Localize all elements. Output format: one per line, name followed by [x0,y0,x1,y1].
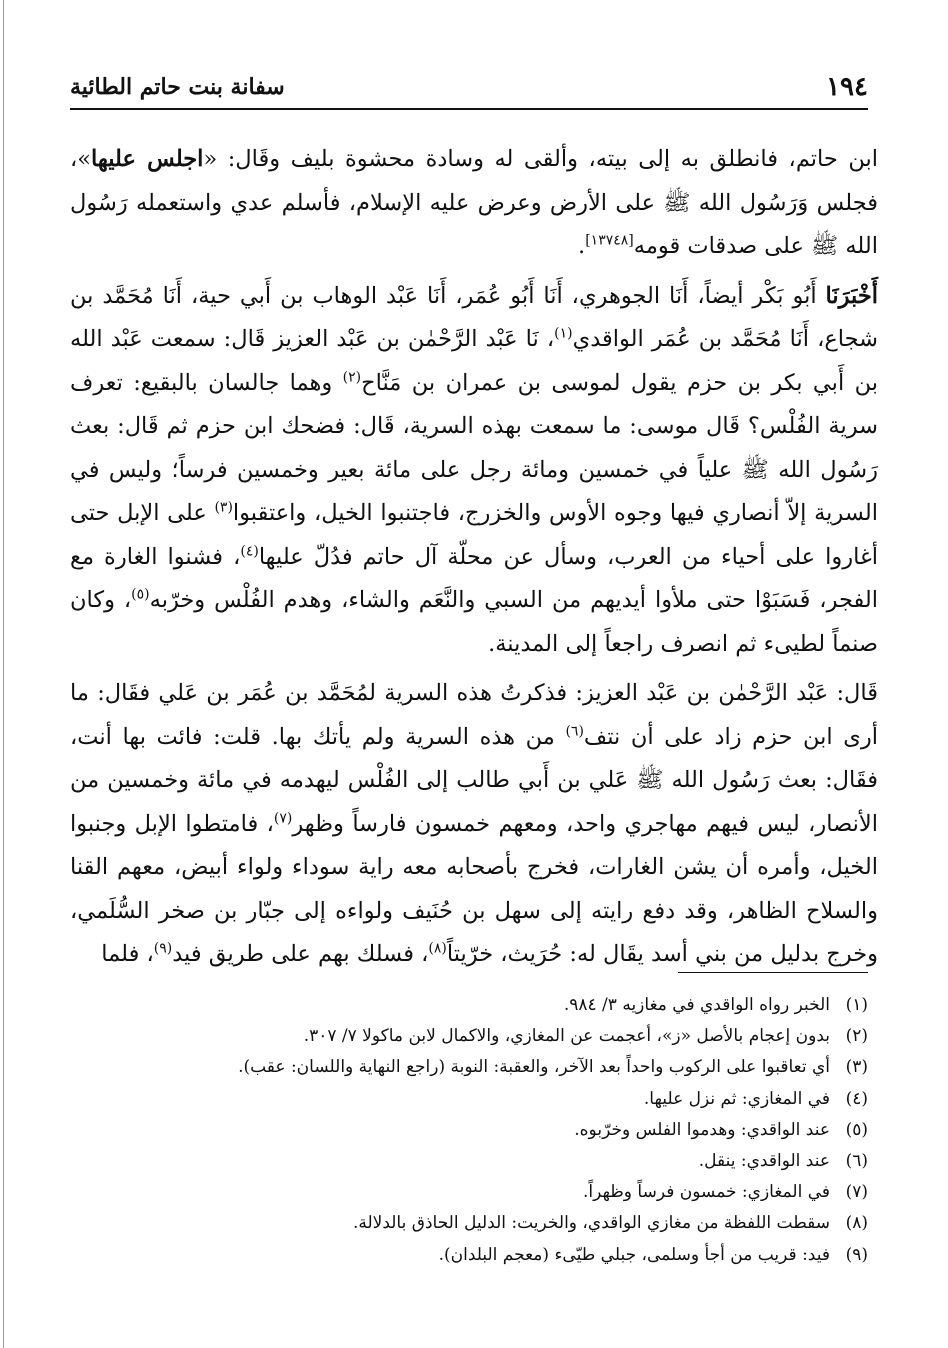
footnote-number: (٧) [845,1182,868,1203]
footnote-text: عند الواقدي: وهدموا الفلس وخرّبوه. [574,1119,830,1140]
paragraph-text: ، فامتطوا الإبل وجنبوا الخيل، وأمره أن يشن الغارات، فخرج بأصحابه معه راية سوداء ولواء أبيض، معهم القنا والسلاح الظاهر، وقد دفع رايته إلى سهل بن حُنَيف ولواءه إلى جبّار بن صخر السُّلَمي، وخرج بدليل من بني أسد يقَال له: حُرَيث، خرّيتاً [70,810,878,967]
paragraph [70,275,878,667]
footnote-text: الخبر رواه الواقدي في مغازيه ٣/ ٩٨٤. [563,995,830,1015]
footnote-number: (٩) [845,1244,868,1265]
footnote-text: سقطت اللفظة من مغازي الواقدي، والخريت: الدليل الحاذق بالدلالة. [352,1213,830,1234]
footnote-item [80,1052,868,1083]
footnote-number: (٦) [845,1151,868,1172]
footnote-item [80,1115,868,1146]
page-header [70,70,868,110]
footnote-text: عند الواقدي: ينقل. [698,1151,830,1172]
footnote-text: أي تعاقبوا على الركوب واحداً بعد الآخر، والعقبة: النوبة (راجع النهاية واللسان: عقب). [238,1057,830,1078]
footnote-text: فيد: قريب من أجأ وسلمى، جبلي طيّىء (معجم البلدان). [438,1244,830,1265]
paragraph [70,672,878,977]
main-text [70,138,878,977]
paragraph-text: ، وكان صنماً لطيىء ثم انصرف راجعاً إلى المدينة. [70,587,878,657]
footnote-marker: (١) [554,325,573,342]
paragraph-text: أَبُو بَكْر أيضاً، أَنَا الجوهري، أَنَا أَبُو عُمَر، أَنَا عَبْد الوهاب بن أَبي حية، أَنَا مُحَمَّد بن شجاع، أَنَا مُحَمَّد بن عُمَر الواقدي [70,282,878,352]
footnote-item [80,1208,868,1239]
footnote-item [80,1240,868,1271]
footnote-number: (٢) [845,1026,868,1047]
paragraph-text: قَال: عَبْد الرَّحْمٰن بن عَبْد العزيز: فذكرتُ هذه السرية لمُحَمَّد بن عُمَر بن عَلي فقَال: ما أرى ابن حزم زاد على أن نتف [70,680,879,750]
footnote-number: (٥) [845,1119,868,1140]
footnote-marker: (٤) [240,543,259,559]
paragraph-text: . [578,233,586,259]
footnote-marker: (٥) [131,586,150,603]
paragraph-text: ، فشنوا الغارة مع الفجر، فَسَبَوْا حتى ملأوا أيديهم من السبي والنَّعَم والشاء، وهدم الفُلْس وخرّبه [70,543,878,613]
footnote-marker: (٨) [428,940,447,957]
paragraph-text: ، نَا عَبْد الرَّحْمٰن بن عَبْد العزيز قَال: سمعت عَبْد الله بن أَبي بكر بن حزم يقول لموسى بن عمران بن مَنَّاح [70,326,878,396]
bold-text: اجلس عليها [91,146,204,172]
footnote-marker: (٢) [342,369,362,385]
running-title: سفانة بنت حاتم الطائية [70,74,285,100]
footnote-marker: [١٣٧٤٨] [585,232,634,249]
footnote-number: (٤) [845,1088,868,1109]
footnotes-list [80,990,868,1271]
bold-text: أَخْبَرَنَا [825,282,878,309]
paragraph-text: على الإبل حتى أغاروا على أحياء من العرب، وسأل عن محلّة آل حاتم فدُلّ عليها [70,500,878,570]
footnote-item [80,990,868,1021]
footnote-item [80,1021,868,1052]
paragraph-text: ، فسلك بهم على طريق فيد [172,941,429,967]
footnote-marker: (٧) [273,810,293,826]
page-edge-line [3,0,4,1348]
footnote-text: في المغازي: خمسون فرساً وظهراً. [582,1182,830,1203]
paragraph-text: ابن حاتم، فانطلق به إلى بيته، وألقى له وسادة محشوة بليف وقَال: « [203,146,878,172]
footnote-item [80,1084,868,1115]
page-number: ١٩٤ [826,72,868,102]
footnote-item [80,1146,868,1177]
footnote-number: (٨) [845,1213,868,1234]
footnote-item [80,1177,868,1208]
footnote-text: بدون إعجام بالأصل «ز»، أعجمت عن المغازي، والاكمال لابن ماكولا ٧/ ٣٠٧. [303,1026,830,1047]
paragraph [70,138,878,269]
footnote-number: (٣) [845,1057,868,1078]
paragraph-text: وهما جالسان بالبقيع: تعرف سرية الفُلْس؟ قَال موسى: ما سمعت بهذه السرية، قَال: فضحك ابن حزم ثم قَال: بعث رَسُول الله ﷺ علياً في خمسين ومائة رجل على مائة بعير وخمسين فرساً؛ وليس في السرية إلاّ أنصاري فيها وجوه الأوس والخزرج، فاجتنبوا الخيل، واعتقبوا [70,369,879,526]
paragraph-text: ، فلما [101,941,154,967]
paragraph-text: من هذه السرية ولم يأتك بها. قلت: فائت بها أنت، فقَال: بعث رَسُول الله ﷺ عَلي بن أَبي طالب إلى الفُلْس ليهدمه في مائة وخمسين من الأنصار، ليس فيهم مهاجري واحد، ومعهم خمسون فارساً وظهر [70,723,878,837]
footnote-marker: (٦) [565,723,584,739]
footnote-marker: (٩) [153,940,173,957]
footnote-marker: (٣) [214,499,233,516]
footnote-number: (١) [845,995,868,1015]
footnote-divider [678,972,868,973]
footnote-text: في المغازي: ثم نزل عليها. [643,1088,830,1109]
paragraph-text: »، فجلس وَرَسُول الله ﷺ على الأرض وعرض عليه الإسلام، فأسلم عدي واستعمله رَسُول الله ﷺ على صدقات قومه [70,146,878,259]
